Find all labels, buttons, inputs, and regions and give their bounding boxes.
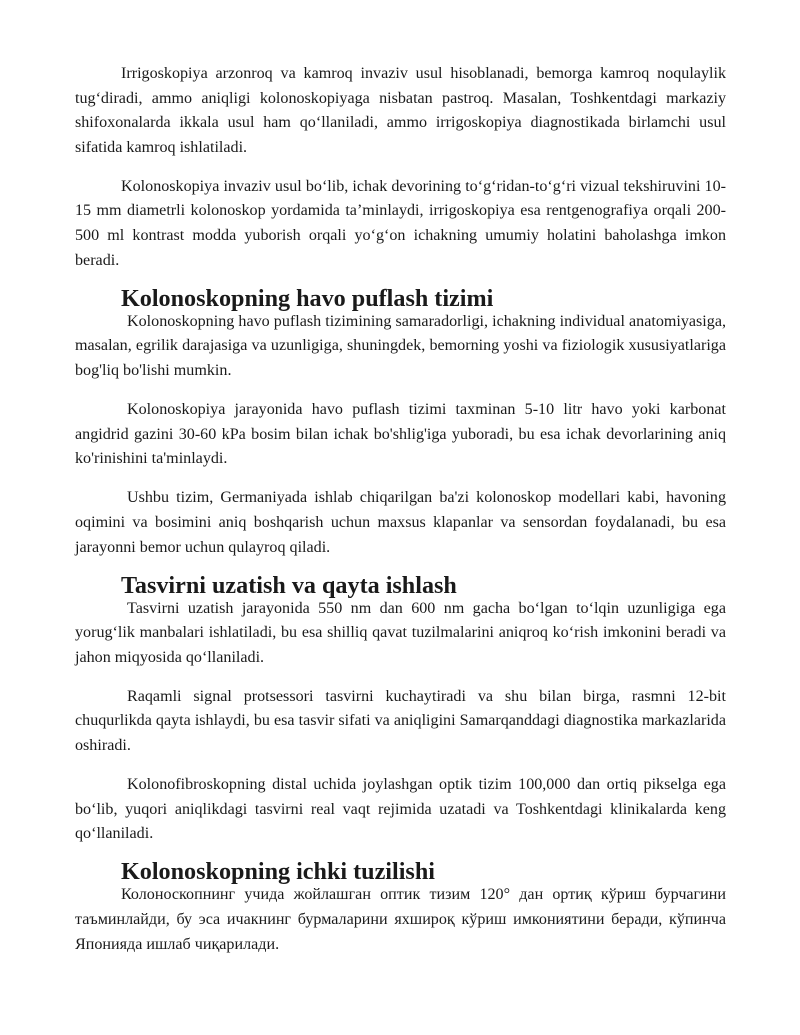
paragraph-light-wavelength: Tasvirni uzatish jarayonida 550 nm dan 600 nm gacha bo‘lgan to‘lqin uzunligiga ega yorug‘lik manbalari ishlatiladi, bu esa shilliq qavat tuzilmalarini aniqroq ko‘rish imkonini beradi va jahon miqyosida qo‘llaniladi. xyxy=(75,599,726,666)
paragraph-air-system-volume: Kolonoskopiya jarayonida havo puflash tizimi taxminan 5-10 litr havo yoki karbonat angidrid gazini 30-60 kPa bosim bilan ichak bo'shlig'iga yuboradi, bu esa ichak devorlarining aniq ko'rinishini ta'minlaydi. xyxy=(75,401,726,468)
section-heading-air-insufflation: Kolonoskopning havo puflash tizimi xyxy=(121,284,494,312)
document-page xyxy=(75,62,726,957)
paragraph-spacer xyxy=(75,160,726,175)
paragraph-distal-optics: Kolonofibroskopning distal uchida joylashgan optik tizim 100,000 dan ortiq pikselga ega bo‘lib, yuqori aniqlikdagi tasvirni real vaqt rejimida uzatadi va Toshkentdagi klinikalarda keng qo‘llaniladi. xyxy=(75,776,726,843)
paragraph-air-system-efficiency: Kolonoskopning havo puflash tizimining samaradorligi, ichakning individual anatomiyasiga, masalan, egrilik darajasiga va uzunligiga, shuningdek, bemorning yoshi va fiziologik xususiyatlariga bog'liq bo'lishi mumkin. xyxy=(75,312,726,379)
paragraph-optical-angle-cyrillic: Колоноскопнинг учида жойлашган оптик тизим 120° дан ортиқ кўриш бурчагини таъминлайди, бу эса ичакнинг бурмаларини яхшироқ кўриш имкониятини беради, кўпинча Японияда ишлаб чиқарилади. xyxy=(75,886,726,953)
paragraph-air-system-valves: Ushbu tizim, Germaniyada ishlab chiqarilgan ba'zi kolonoskop modellari kabi, havoning oqimini va bosimini aniq boshqarish uchun maxsus klapanlar va sensordan foydalanadi, bu esa jarayonni bemor uchun qulayroq qiladi. xyxy=(75,489,726,556)
paragraph-spacer xyxy=(75,670,726,685)
section-heading-internal-structure: Kolonoskopning ichki tuzilishi xyxy=(121,858,435,886)
paragraph-signal-processor: Raqamli signal protsessori tasvirni kuchaytiradi va shu bilan birga, rasmni 12-bit chuqurlikda qayta ishlaydi, bu esa tasvir sifati va aniqligini Samarqanddagi diagnostika markazlarida oshiradi. xyxy=(75,687,726,755)
paragraph-spacer xyxy=(75,759,726,774)
paragraph-spacer xyxy=(75,384,726,399)
paragraph-kolonoskopiya-invasive: Kolonoskopiya invaziv usul bo‘lib, ichak devorining to‘g‘ridan-to‘g‘ri vizual tekshiruvini 10-15 mm diametrli kolonoskop yordamida ta’minlaydi, irrigoskopiya esa rentgenografiya orqali 200-500 ml kontrast modda yuborish orqali yo‘g‘on ichakning umumiy holatini baholashga imkon beradi. xyxy=(75,177,726,269)
section-heading-image-transmission: Tasvirni uzatish va qayta ishlash xyxy=(121,571,457,599)
paragraph-spacer xyxy=(75,472,726,487)
paragraph-irrigoskopiya-comparison: Irrigoskopiya arzonroq va kamroq invaziv usul hisoblanadi, bemorga kamroq noqulaylik tug‘diradi, ammo aniqligi kolonoskopiyaga nisbatan pastroq. Masalan, Toshkentdagi markaziy shifoxonalarda ikkala usul ham qo‘llaniladi, ammo irrigoskopiya diagnostikada birlamchi usul sifatida kamroq ishlatiladi. xyxy=(75,65,726,156)
